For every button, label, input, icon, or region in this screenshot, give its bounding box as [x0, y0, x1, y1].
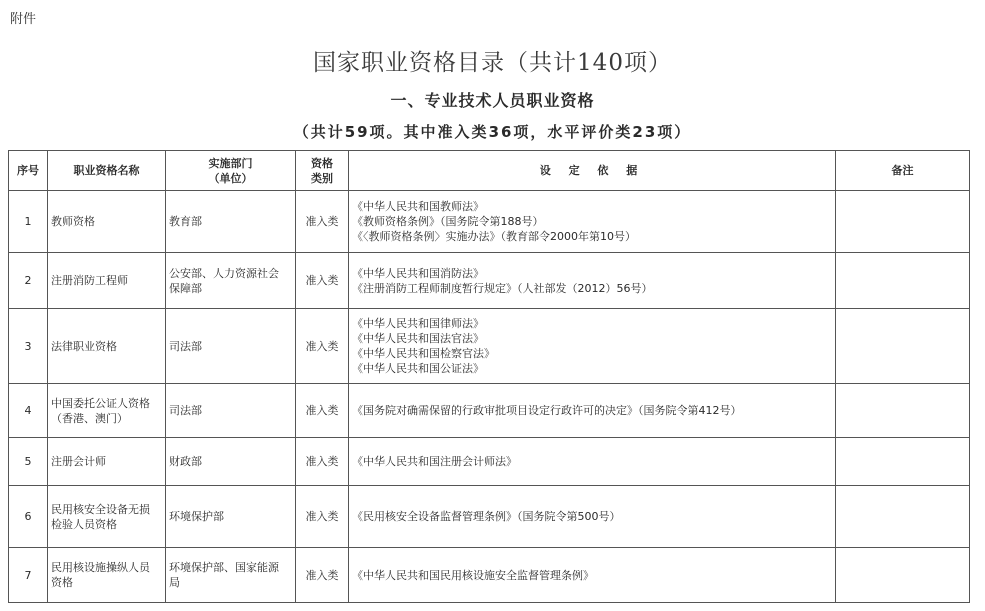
header-type-line1: 资格: [311, 156, 333, 170]
cell-basis: [349, 309, 836, 384]
cell-name: [48, 253, 166, 309]
cell-dept-line1: 教育部: [169, 215, 202, 228]
cell-remark: [836, 548, 970, 603]
cell-dept-line1: 司法部: [169, 339, 202, 353]
cell-type: 准入类: [296, 438, 349, 486]
cell-dept: [166, 253, 296, 309]
cell-dept: [166, 486, 296, 548]
cell-name: [48, 438, 166, 486]
cell-name: [48, 309, 166, 384]
cell-basis: [349, 253, 836, 309]
cell-name: [48, 548, 166, 603]
basis-line: 《中华人民共和国检察官法》: [352, 347, 495, 360]
cell-remark: [836, 253, 970, 309]
cell-type: 准入类: [296, 309, 349, 384]
cell-dept-line2: 局: [169, 576, 180, 589]
cell-name: [48, 191, 166, 253]
header-type-line2: 类别: [311, 171, 333, 185]
cell-remark: [836, 486, 970, 548]
cell-dept-line1: 环境保护部、国家能源: [169, 561, 279, 574]
section-subtitle: （共计59项。其中准入类36项，水平评价类23项）: [293, 123, 692, 141]
cell-basis: [349, 438, 836, 486]
basis-line: 《中华人民共和国律师法》: [352, 317, 484, 330]
basis-line: 《〈教师资格条例〉实施办法》（教育部令2000年第10号）: [352, 230, 636, 243]
cell-basis: [349, 191, 836, 253]
cell-name: [48, 486, 166, 548]
cell-no: 2: [9, 253, 48, 309]
cell-name-line1: 法律职业资格: [51, 339, 117, 353]
header-basis: 设 定 依 据: [349, 151, 836, 191]
cell-no: 5: [9, 438, 48, 486]
qualification-table: [8, 150, 970, 603]
basis-line: 《中华人民共和国注册会计师法》: [352, 455, 517, 468]
cell-basis: [349, 486, 836, 548]
table-row: [9, 438, 970, 486]
cell-remark: [836, 309, 970, 384]
cell-type: 准入类: [296, 191, 349, 253]
cell-dept-line2: 保障部: [169, 281, 202, 295]
cell-name-line2: 检验人员资格: [51, 517, 117, 531]
cell-name: [48, 384, 166, 438]
cell-name-line1: 民用核设施操纵人员: [51, 561, 150, 574]
cell-no: 4: [9, 384, 48, 438]
table-row: [9, 384, 970, 438]
cell-dept-line1: 环境保护部: [169, 510, 224, 523]
basis-line: 《教师资格条例》（国务院令第188号）: [352, 215, 544, 228]
cell-no: 6: [9, 486, 48, 548]
cell-no: 1: [9, 191, 48, 253]
basis-line: 《民用核安全设备监督管理条例》（国务院令第500号）: [352, 510, 621, 523]
cell-name-line1: 教师资格: [51, 215, 95, 228]
section-title: 一、专业技术人员职业资格: [390, 91, 595, 110]
basis-line: 《中华人民共和国公证法》: [352, 362, 484, 375]
cell-name-line1: 民用核安全设备无损: [51, 502, 150, 516]
basis-line: 《中华人民共和国法官法》: [352, 332, 484, 345]
cell-name-line1: 注册消防工程师: [51, 274, 128, 287]
cell-name-line1: 中国委托公证人资格: [51, 396, 150, 410]
cell-remark: [836, 438, 970, 486]
cell-dept: [166, 438, 296, 486]
cell-remark: [836, 191, 970, 253]
cell-dept: [166, 548, 296, 603]
header-dept-line1: 实施部门: [208, 156, 253, 170]
basis-line: 《中华人民共和国教师法》: [352, 200, 484, 213]
table-row: [9, 253, 970, 309]
basis-line: 《中华人民共和国民用核设施安全监督管理条例》: [352, 568, 594, 582]
table-row: [9, 486, 970, 548]
header-dept: [166, 151, 296, 191]
cell-no: 7: [9, 548, 48, 603]
cell-dept: [166, 191, 296, 253]
cell-type: 准入类: [296, 253, 349, 309]
cell-basis: [349, 548, 836, 603]
cell-remark: [836, 384, 970, 438]
cell-name-line1: 注册会计师: [51, 455, 106, 468]
cell-no: 3: [9, 309, 48, 384]
cell-name-line2: （香港、澳门）: [51, 411, 128, 425]
basis-line: 《注册消防工程师制度暂行规定》（人社部发（2012）56号）: [352, 281, 653, 295]
table-row: [9, 548, 970, 603]
cell-basis: [349, 384, 836, 438]
table-row: [9, 191, 970, 253]
cell-dept-line1: 司法部: [169, 404, 202, 417]
attachment-label: 附件: [10, 12, 37, 27]
cell-name-line2: 资格: [51, 576, 73, 589]
table-header-row: [9, 151, 970, 191]
header-no: 序号: [9, 151, 48, 191]
cell-dept-line1: 财政部: [169, 455, 202, 468]
page-title: 国家职业资格目录（共计140项）: [313, 50, 672, 76]
cell-type: 准入类: [296, 548, 349, 603]
cell-dept: [166, 384, 296, 438]
table-row: [9, 309, 970, 384]
header-remark: 备注: [836, 151, 970, 191]
cell-type: 准入类: [296, 384, 349, 438]
cell-type: 准入类: [296, 486, 349, 548]
cell-dept: [166, 309, 296, 384]
header-dept-line2: （单位）: [208, 171, 253, 185]
header-type: [296, 151, 349, 191]
basis-line: 《国务院对确需保留的行政审批项目设定行政许可的决定》（国务院令第412号）: [352, 404, 742, 417]
cell-dept-line1: 公安部、人力资源社会: [169, 266, 279, 280]
basis-line: 《中华人民共和国消防法》: [352, 266, 484, 280]
header-name: 职业资格名称: [48, 151, 166, 191]
